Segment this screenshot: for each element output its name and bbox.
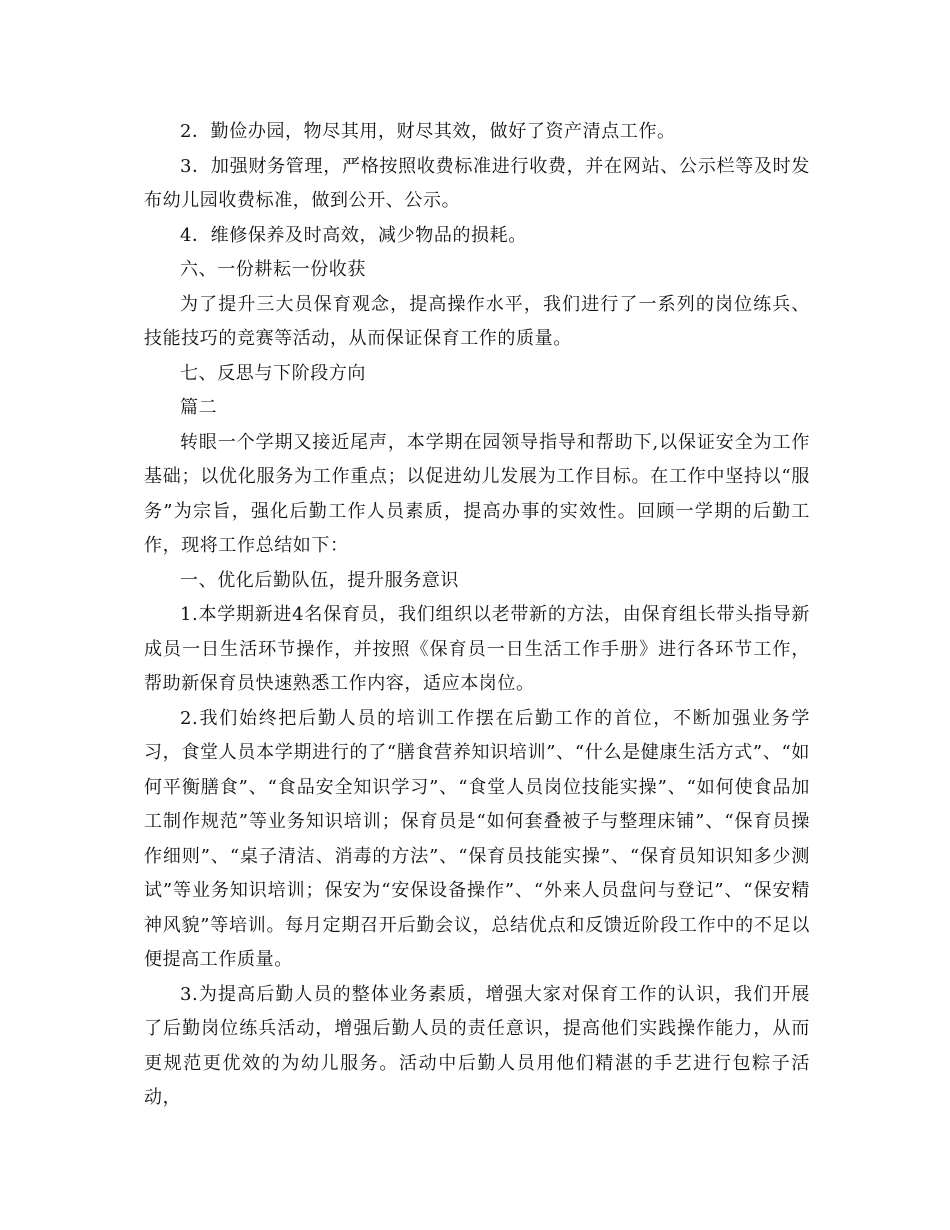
paragraph-point-3: 3.为提高后勤人员的整体业务素质，增强大家对保育工作的认识，我们开展了后勤岗位练兵活动，增强后勤人员的责任意识，提高他们实践操作能力，从而更规范更优效的为幼儿服务。活动中后勤人员用他们精湛的手艺进行包粽子活动， — [144, 983, 810, 1108]
document-body — [144, 115, 810, 1116]
section-heading-7: 七、反思与下阶段方向 — [180, 362, 366, 384]
paragraph-point-2: 2.我们始终把后勤人员的培训工作摆在后勤工作的首位，不断加强业务学习，食堂人员本学期进行的了“膳食营养知识培训”、“什么是健康生活方式”、“如何平衡膳食”、“食品安全知识学习”、“食堂人员岗位技能实操”、“如何使食品加工制作规范”等业务知识培训；保育员是“如何套叠被子与整理床铺”、“保育员操作细则”、“桌子清洁、消毒的方法”、“保育员技能实操”、“保育员知识知多少测试”等业务知识培训；保安为“安保设备操作”、“外来人员盘问与登记”、“保安精神风貌”等培训。每月定期召开后勤会议，总结优点和反馈近阶段工作中的不足以便提高工作质量。 — [144, 707, 810, 970]
paragraph-item-4: 4．维修保养及时高效，减少物品的损耗。 — [180, 224, 527, 246]
paragraph-point-1: 1.本学期新进4名保育员，我们组织以老带新的方法，由保育组长带头指导新成员一日生活环节操作，并按照《保育员一日生活工作手册》进行各环节工作，帮助新保育员快速熟悉工作内容，适应本岗位。 — [144, 604, 810, 694]
part-heading: 篇二 — [180, 397, 218, 418]
section-heading-6: 六、一份耕耘一份收获 — [180, 259, 366, 280]
paragraph-section-6: 为了提升三大员保育观念，提高操作水平，我们进行了一系列的岗位练兵、技能技巧的竞赛等活动，从而保证保育工作的质量。 — [144, 293, 810, 349]
intro-paragraph: 转眼一个学期又接近尾声，本学期在园领导指导和帮助下,以保证安全为工作基础；以优化服务为工作重点；以促进幼儿发展为工作目标。在工作中坚持以“服务”为宗旨，强化后勤工作人员素质，提高办事的实效性。回顾一学期的后勤工作，现将工作总结如下： — [144, 431, 810, 556]
paragraph-item-2: 2．勤俭办园，物尽其用，财尽其效，做好了资产清点工作。 — [180, 121, 676, 142]
paragraph-item-3: 3．加强财务管理，严格按照收费标准进行收费，并在网站、公示栏等及时发布幼儿园收费标准，做到公开、公示。 — [144, 155, 810, 211]
section-heading-1: 一、优化后勤队伍，提升服务意识 — [180, 569, 459, 591]
